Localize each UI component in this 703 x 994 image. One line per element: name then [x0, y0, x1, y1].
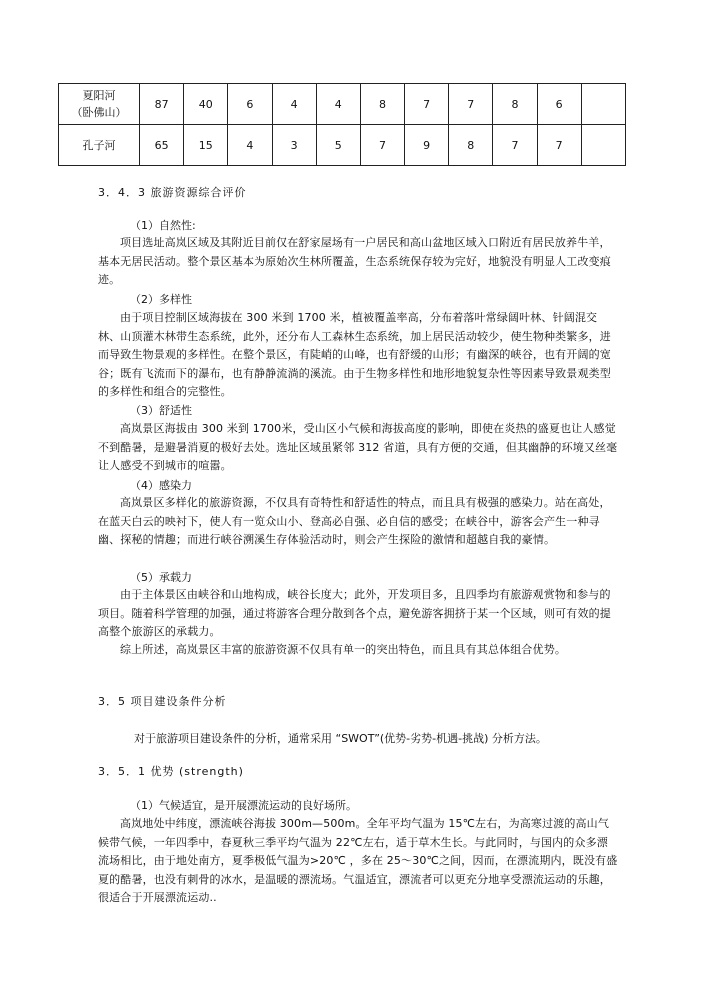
- score-cell: 6: [228, 84, 272, 125]
- section-heading-3-4-3: 3．4．3 旅游资源综合评价: [98, 186, 247, 199]
- score-cell: 87: [140, 84, 184, 125]
- score-cell: 8: [493, 84, 537, 125]
- swot-intro: 对于旅游项目建设条件的分析，通常采用 “SWOT”(优势-劣势-机遇-挑战) 分析方法。: [134, 732, 547, 745]
- score-cell: 7: [537, 125, 581, 166]
- item-heading-naturalness: （1）自然性:: [130, 219, 196, 232]
- score-cell: 4: [316, 84, 360, 125]
- score-cell: 40: [184, 84, 228, 125]
- score-cell: 4: [272, 84, 316, 125]
- scenic-score-table: [58, 83, 626, 166]
- row-name-line2: （卧佛山）: [71, 106, 127, 119]
- row-name-line1: 孔子河: [82, 138, 116, 152]
- table-row: [59, 84, 626, 125]
- score-cell: 3: [272, 125, 316, 166]
- score-cell: 9: [405, 125, 449, 166]
- score-cell: 7: [449, 84, 493, 125]
- score-cell: 6: [537, 84, 581, 125]
- row-name-cell: [59, 125, 140, 166]
- item-body-appeal: 高岚景区多样化的旅游资源，不仅具有奇特性和舒适性的特点，而且具有极强的感染力。站在高处，在蓝天白云的映衬下，使人有一览众山小、登高必自强、必自信的感受；在峡谷中，游客会产生一种寻幽、探秘的情趣；而进行峡谷溯溪生存体验活动时，则会产生探险的激情和超越自我的豪情。: [98, 496, 611, 547]
- item-body-capacity: 由于主体景区由峡谷和山地构成，峡谷长度大；此外，开发项目多，且四季均有旅游观赏物和参与的项目。随着科学管理的加强，通过将游客合理分散到各个点，避免游客拥挤于某一个区域，则可有效的提高整个旅游区的承载力。: [98, 588, 611, 639]
- score-cell: 5: [316, 125, 360, 166]
- score-cell: [581, 125, 625, 166]
- score-cell: 7: [493, 125, 537, 166]
- table-row: [59, 125, 626, 166]
- item-body-naturalness: 项目选址高岚区域及其附近目前仅在舒家屋场有一户居民和高山盆地区域入口附近有居民放养牛羊，基本无居民活动。整个景区基本为原始次生林所覆盖，生态系统保存较为完好，地貌没有明显人工改变痕迹。: [98, 236, 611, 287]
- score-cell: 65: [140, 125, 184, 166]
- summary-paragraph: 综上所述，高岚景区丰富的旅游资源不仅具有单一的突出特色，而且具有其总体组合优势。: [120, 643, 566, 656]
- row-name-cell: [59, 84, 140, 125]
- item-heading-appeal: （4）感染力: [130, 479, 192, 492]
- score-cell: [581, 84, 625, 125]
- row-name-line1: 夏阳河: [82, 89, 116, 102]
- score-cell: 8: [449, 125, 493, 166]
- item-body-comfort: 高岚景区海拔由 300 米到 1700米，受山区小气候和海拔高度的影响，即使在炎热的盛夏也让人感觉不到酷暑，是避暑消夏的极好去处。选址区域虽紧邻 312 省道，具有方便的交通，但其幽静的环境又丝毫让人感受不到城市的喧嚣。: [98, 422, 618, 473]
- score-cell: 8: [360, 84, 404, 125]
- section-heading-3-5-1: 3．5．1 优势 (strength): [98, 765, 244, 778]
- score-cell: 15: [184, 125, 228, 166]
- item-body-diversity: 由于项目控制区域海拔在 300 米到 1700 米，植被覆盖率高，分布着落叶常绿阔叶林、针阔混交林、山顶灌木林带生态系统，此外，还分布人工森林生态系统，加上居民活动较少，使生物种类繁多，进而导致生物景观的多样性。在整个景区，有陡峭的山峰，也有舒缓的山形；有幽深的峡谷，也有开阔的宽谷；既有飞流而下的瀑布，也有静静流淌的溪流。由于生物多样性和地形地貌复杂性等因素导致景观类型的多样性和组合的完整性。: [98, 311, 611, 399]
- score-cell: 7: [405, 84, 449, 125]
- score-cell: 4: [228, 125, 272, 166]
- strength-body: 高岚地处中纬度，漂流峡谷海拔 300m—500m。全年平均气温为 15℃左右，为高寒过渡的高山气候带气候，一年四季中，春夏秋三季平均气温为 22℃左右，适于草木生长。与此同时，与国内的众多漂流场相比，由于地处南方，夏季极低气温为>20℃ ，多在 25～30℃之间，因而，在漂流期内，既没有盛夏的酷暑，也没有刺骨的冰水，是温暖的漂流场。气温适宜，漂流者可以更充分地享受漂流运动的乐趣，很适合于开展漂流运动..: [98, 817, 618, 905]
- item-heading-diversity: （2）多样性: [130, 293, 192, 306]
- item-heading-capacity: （5）承载力: [130, 571, 192, 584]
- score-cell: 7: [360, 125, 404, 166]
- section-heading-3-5: 3．5 项目建设条件分析: [98, 695, 227, 708]
- strength-point-1: （1）气候适宜，是开展漂流运动的良好场所。: [130, 799, 357, 812]
- item-heading-comfort: （3）舒适性: [130, 404, 192, 417]
